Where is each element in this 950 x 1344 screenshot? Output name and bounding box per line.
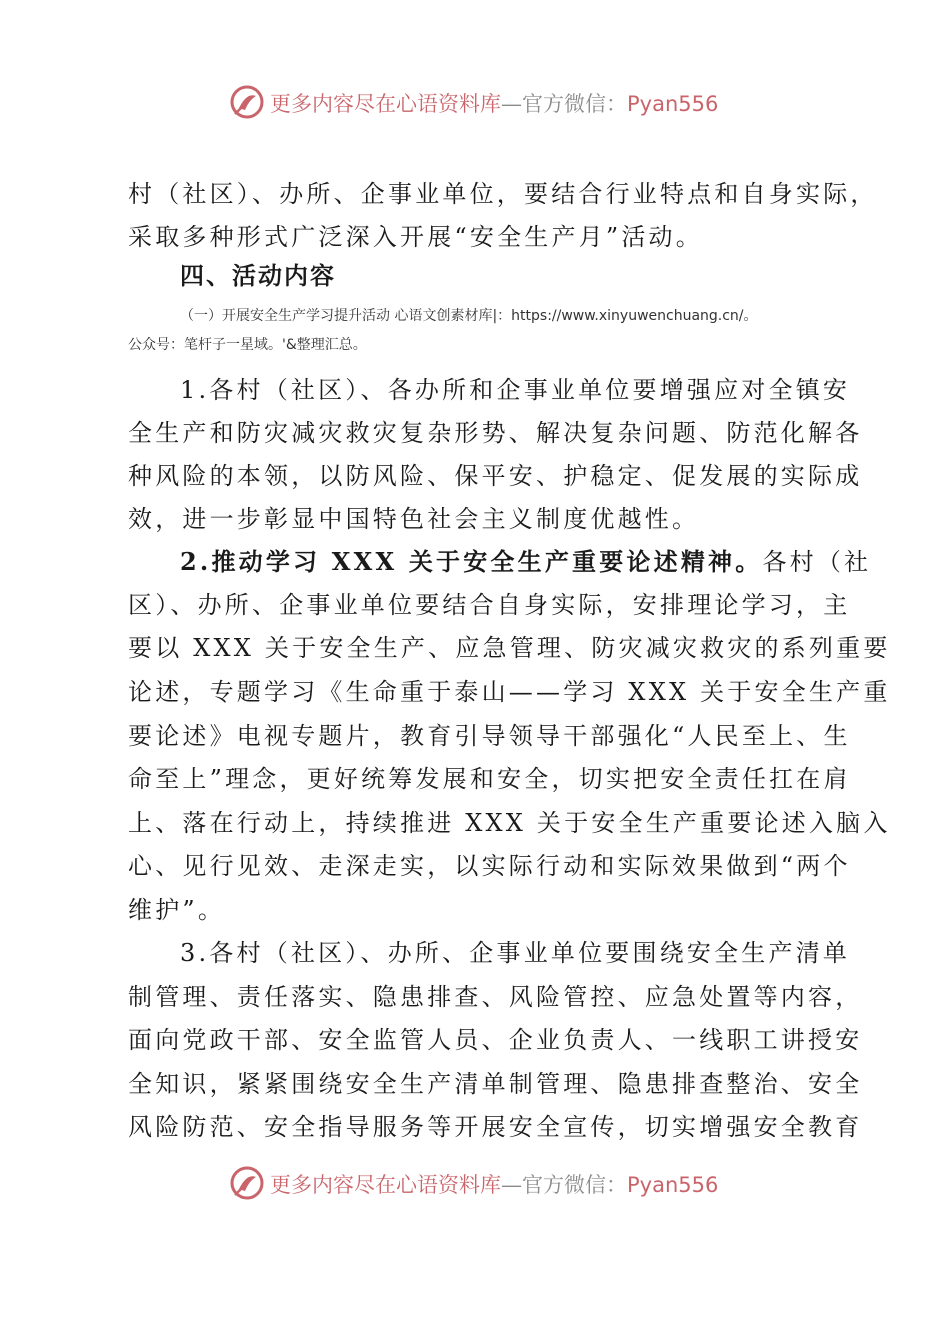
banner-part3: Pyan556 — [627, 1173, 719, 1197]
banner-part2: —官方微信： — [501, 92, 627, 116]
banner-part1: 更多内容尽在心语资料库 — [270, 92, 501, 116]
subheading-line-2: 公众号：笔杆子一星域。'&整理汇总。 — [128, 337, 367, 353]
p2-bold-title: 2.推动学习 XXX 关于安全生产重要论述精神。 — [180, 547, 763, 576]
p3-line-3: 面向党政干部、安全监管人员、企业负责人、一线职工讲授安 — [128, 1026, 863, 1054]
intro-line-1: 村（社区）、办所、企事业单位，要结合行业特点和自身实际， — [128, 180, 878, 208]
banner-text — [270, 88, 718, 118]
p3-line-2: 制管理、责任落实、隐患排查、风险管控、应急处置等内容， — [128, 983, 863, 1011]
footer-banner — [0, 1163, 950, 1203]
p2-line-1-rest: 各村（社 — [762, 548, 872, 576]
p1-line-1: 1.各村（社区）、各办所和企事业单位要增强应对全镇安 — [180, 376, 851, 404]
section-heading: 四、活动内容 — [180, 261, 336, 290]
logo-icon — [229, 84, 265, 120]
p2-line-2: 区）、办所、企事业单位要结合自身实际，安排理论学习，主 — [128, 591, 851, 619]
banner-part2: —官方微信： — [501, 1173, 627, 1197]
p3-line-4: 全知识，紧紧围绕安全生产清单制管理、隐患排查整治、安全 — [128, 1070, 863, 1098]
p2-line-1 — [180, 542, 871, 577]
intro-line-2: 采取多种形式广泛深入开展“安全生产月”活动。 — [128, 223, 703, 251]
p2-line-3: 要以 XXX 关于安全生产、应急管理、防灾减灾救灾的系列重要 — [128, 634, 891, 662]
banner-part1: 更多内容尽在心语资料库 — [270, 1173, 501, 1197]
p3-line-1: 3.各村（社区）、办所、企事业单位要围绕安全生产清单 — [180, 939, 851, 967]
p1-line-3: 种风险的本领，以防风险、保平安、护稳定、促发展的实际成 — [128, 462, 863, 490]
p2-line-8: 心、见行见效、走深走实，以实际行动和实际效果做到“两个 — [128, 852, 851, 880]
p3-line-5: 风险防范、安全指导服务等开展安全宣传，切实增强安全教育 — [128, 1113, 863, 1141]
p1-line-2: 全生产和防灾减灾救灾复杂形势、解决复杂问题、防范化解各 — [128, 419, 863, 447]
p2-line-9: 维护”。 — [128, 896, 226, 924]
subheading-line-1: （一）开展安全生产学习提升活动 心语文创素材库|：https://www.xinyuwenchuang.cn/。 — [180, 308, 758, 324]
banner-text — [270, 1169, 718, 1199]
p2-line-5: 要论述》电视专题片，教育引导领导干部强化“人民至上、生 — [128, 722, 851, 750]
p2-line-6: 命至上”理念，更好统筹发展和安全，切实把安全责任扛在肩 — [128, 765, 851, 793]
p1-line-4: 效，进一步彰显中国特色社会主义制度优越性。 — [128, 505, 700, 533]
p2-line-7: 上、落在行动上，持续推进 XXX 关于安全生产重要论述入脑入 — [128, 809, 891, 837]
logo-icon — [229, 1165, 265, 1201]
banner-part3: Pyan556 — [627, 92, 719, 116]
header-banner — [0, 82, 950, 122]
p2-line-4: 论述，专题学习《生命重于泰山——学习 XXX 关于安全生产重 — [128, 678, 891, 706]
